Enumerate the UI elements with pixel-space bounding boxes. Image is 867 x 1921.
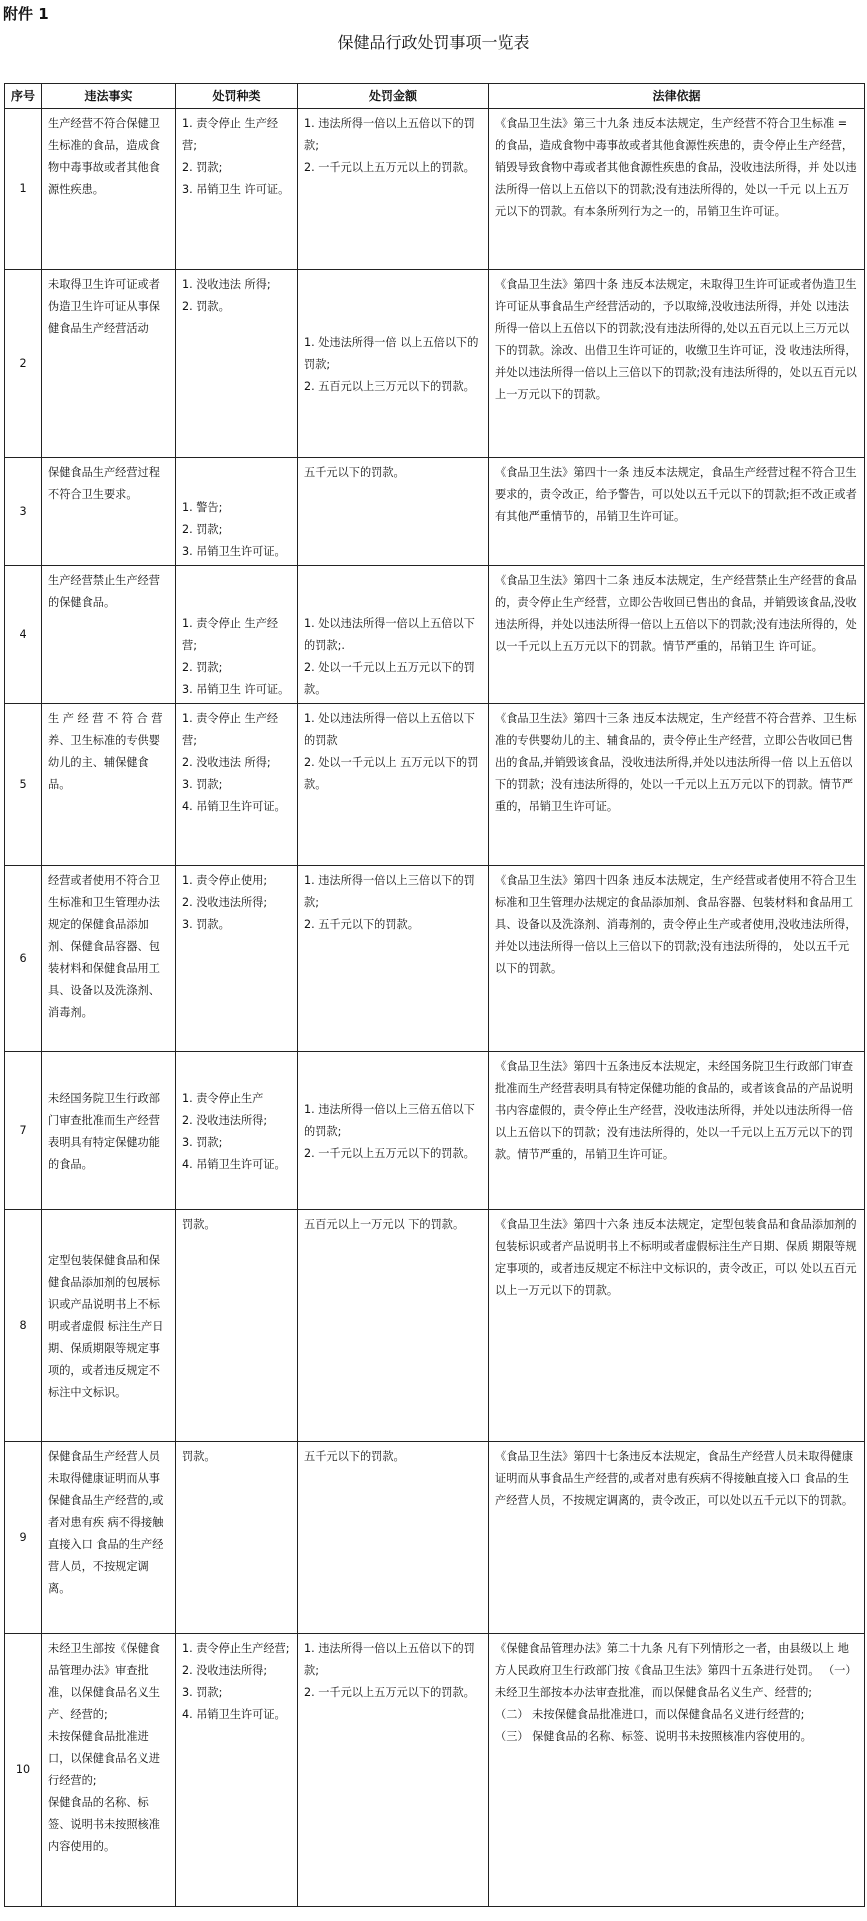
row-number: 1	[5, 109, 42, 270]
penalty-kind-item: 3. 罚款;	[182, 1686, 223, 1699]
penalty-kinds	[176, 1634, 298, 1907]
legal-basis: 《食品卫生法》第四十一条 违反本法规定，食品生产经营过程不符合卫生要求的，责令改正，给予警告，可以处以五千元以下的罚款;拒不改正或者有其他严重情节的，吊销卫生许可证。	[489, 458, 865, 566]
penalty-amount-item: 2. 处以一千元以上 五万元以下的罚款。	[304, 756, 479, 791]
violation-fact-item: 未经卫生部按《保健食品管理办法》审查批准，以保健食品名义生产、经营的;	[48, 1642, 160, 1721]
penalty-kind-item: 4. 吊销卫生许可证。	[182, 1157, 286, 1171]
legal-basis: 《食品卫生法》第四十五条违反本法规定，未经国务院卫生行政部门审查批准而生产经营表明具有特定保健功能的食品的，或者该食品的产品说明书内容虚假的，责令停止生产经营，没收违法所得，并处以违法所得一倍以上五倍以下的罚款；没有违法所得的，处以一千元以上五万元以下的罚款。情节严重的，吊销卫生许可证。	[489, 1052, 865, 1210]
legal-basis: 《食品卫生法》第四十四条 违反本法规定，生产经营或者使用不符合卫生标准和卫生管理办法规定的食品添加剂、食品容器、包装材料和食品用工具、设备以及洗涤剂、消毒剂的，责令停止生产或者使用,没收违法所得，并处以违法所得一倍以上三倍以下的罚款;没有违法所得的， 处以五千元以下的罚款。	[489, 866, 865, 1052]
violation-fact: 保健食品生产经营过程不符合卫生要求。	[42, 458, 176, 566]
penalty-kind-item: 2. 罚款;	[182, 161, 223, 174]
penalty-amount-item: 1. 违法所得一倍以上三倍五倍以下的罚款;	[304, 1102, 475, 1138]
header-kind: 处罚种类	[176, 84, 298, 109]
penalty-kinds	[176, 566, 298, 704]
table-row	[5, 1634, 865, 1907]
row-number: 8	[5, 1210, 42, 1442]
penalty-amount-item: 五千元以下的罚款。	[304, 466, 405, 479]
violation-fact	[42, 1634, 176, 1907]
penalty-amount-item: 2. 五千元以下的罚款。	[304, 918, 419, 931]
violation-fact: 未取得卫生许可证或者伪造卫生许可证从事保健食品生产经营活动	[42, 270, 176, 458]
table-header-row	[5, 84, 865, 109]
legal-basis: 《食品卫生法》第四十七条违反本法规定，食品生产经营人员未取得健康证明而从事食品生产经营的,或者对患有疾病不得接触直接入口 食品的生产经营人员，不按规定调离的，责令改正，可以处以五千元以下的罚款。	[489, 1442, 865, 1634]
penalty-kind-item: 2. 罚款。	[182, 300, 230, 313]
penalty-kinds	[176, 270, 298, 458]
penalty-table	[4, 83, 865, 1907]
penalty-amount-item: 2. 一千元以上五万元以下的罚款。	[304, 1146, 475, 1160]
table-row	[5, 270, 865, 458]
penalty-amounts	[298, 270, 489, 458]
penalty-kinds	[176, 866, 298, 1052]
violation-fact: 生 产 经 营 不 符 合 营养、卫生标准的专供婴幼儿的主、辅保健食品。	[42, 704, 176, 866]
penalty-kind-item: 2. 没收违法所得;	[182, 1113, 268, 1127]
legal-basis: 《食品卫生法》第四十三条 违反本法规定，生产经营不符合营养、卫生标准的专供婴幼儿的主、辅食品的，责令停止生产经营，立即公告收回已售出的食品,并销毁该食品，没收违法所得,并处以违法所得一倍 以上五倍以下的罚款；没有违法所得的，处以一千元以上五万元以下的罚款。情节严重的，吊销卫生许可证。	[489, 704, 865, 866]
table-row	[5, 109, 865, 270]
legal-basis-item: 《保健食品管理办法》第二十九条 凡有下列情形之一者，由县级以上 地方人民政府卫生行政部门按《食品卫生法》第四十五条进行处罚。 （一） 未经卫生部按本办法审查批准，而以保健食品名义生产、经营的;	[495, 1642, 857, 1699]
legal-basis: 《食品卫生法》第四十条 违反本法规定，未取得卫生许可证或者伪造卫生许可证从事食品生产经营活动的，予以取缔,没收违法所得，并处 以违法所得一倍以上五倍以下的罚款;没有违法所得的,处以五百元以上三万元以下的罚款。涂改、出借卫生许可证的，收缴卫生许可证，没 收违法所得，并处以违法所得一倍以上三倍以下的罚款;没有违法所得的，处以五百元以上一万元以下的罚款。	[489, 270, 865, 458]
violation-fact-item: 保健食品的名称、标签、说明书未按照核准内容使用的。	[48, 1796, 160, 1853]
penalty-amounts	[298, 1052, 489, 1210]
penalty-amount-item: 1. 处违法所得一倍 以上五倍以下的罚款;	[304, 335, 479, 371]
penalty-amount-item: 1. 违法所得一倍以上五倍以下的罚款;	[304, 1642, 475, 1677]
penalty-kind-item: 3. 罚款。	[182, 918, 230, 931]
penalty-kind-item: 1. 责令停止 生产经营;	[182, 617, 279, 652]
penalty-kind-item: 4. 吊销卫生许可证。	[182, 1708, 286, 1721]
row-number: 9	[5, 1442, 42, 1634]
legal-basis: 《食品卫生法》第四十六条 违反本法规定，定型包装食品和食品添加剂的包装标识或者产品说明书上不标明或者虚假标注生产日期、保质 期限等规定事项的，或者违反规定不标注中文标识的，责令改正，可以 处以五百元以上一万元以下的罚款。	[489, 1210, 865, 1442]
penalty-amount-item: 1. 处以违法所得一倍以上五倍以下的罚款;.	[304, 617, 475, 652]
violation-fact-item: 未按保健食品批准进口，以保健食品名义进行经营的;	[48, 1730, 160, 1787]
row-number: 6	[5, 866, 42, 1052]
row-number: 7	[5, 1052, 42, 1210]
penalty-kinds	[176, 1210, 298, 1442]
penalty-kind-item: 1. 没收违法 所得;	[182, 278, 271, 291]
page-title: 保健品行政处罚事项一览表	[337, 33, 530, 52]
penalty-kind-item: 1. 责令停止生产	[182, 1091, 264, 1105]
penalty-amounts	[298, 109, 489, 270]
penalty-amounts	[298, 1210, 489, 1442]
penalty-kind-item: 1. 责令停止 生产经营;	[182, 712, 279, 747]
penalty-amount-item: 2. 五百元以上三万元以下的罚款。	[304, 379, 475, 393]
penalty-amounts	[298, 1634, 489, 1907]
row-number: 10	[5, 1634, 42, 1907]
legal-basis: 《食品卫生法》第三十九条 违反本法规定，生产经营不符合卫生标准 =的食品，造成食物中毒事故或者其他食源性疾患的，责令停止生产经营，销毁导致食物中毒或者其他食源性疾患的食品，没收违法所得，并 处以违法所得一倍以上五倍以下的罚款;没有违法所得的，处以一千元 以上五万元以下的罚款。有本条所列行为之一的，吊销卫生许可证。	[489, 109, 865, 270]
violation-fact: 生产经营禁止生产经营的保健食品。	[42, 566, 176, 704]
penalty-kind-item: 3. 吊销卫生 许可证。	[182, 683, 290, 696]
violation-fact: 保健食品生产经营人员未取得健康证明而从事保健食品生产经营的,或者对患有疾 病不得接触直接入口 食品的生产经营人员，不按规定调离。	[42, 1442, 176, 1634]
penalty-amounts	[298, 704, 489, 866]
penalty-kind-item: 1. 责令停止使用;	[182, 874, 268, 887]
penalty-kinds	[176, 1442, 298, 1634]
violation-fact: 经营或者使用不符合卫生标准和卫生管理办法规定的保健食品添加剂、保健食品容器、包装材料和保健食品用工具、设备以及洗涤剂、消毒剂。	[42, 866, 176, 1052]
penalty-amounts	[298, 1442, 489, 1634]
legal-basis	[489, 1634, 865, 1907]
table-row	[5, 1210, 865, 1442]
penalty-kind-item: 2. 罚款;	[182, 661, 223, 674]
table-row	[5, 1442, 865, 1634]
table-row	[5, 704, 865, 866]
attachment-label: 附件 1	[3, 5, 49, 23]
header-fact: 违法事实	[42, 84, 176, 109]
penalty-kind-item: 罚款。	[182, 1450, 216, 1463]
penalty-kind-item: 3. 罚款;	[182, 1135, 223, 1149]
row-number: 4	[5, 566, 42, 704]
penalty-kind-item: 2. 没收违法所得;	[182, 896, 268, 909]
table-row	[5, 1052, 865, 1210]
penalty-kind-item: 2. 没收违法所得;	[182, 1664, 268, 1677]
header-amount: 处罚金额	[298, 84, 489, 109]
penalty-kind-item: 1. 责令停止生产经营;	[182, 1642, 290, 1655]
penalty-kinds	[176, 704, 298, 866]
header-basis: 法律依据	[489, 84, 865, 109]
penalty-amounts	[298, 866, 489, 1052]
penalty-amount-item: 1. 违法所得一倍以上五倍以下的罚款;	[304, 117, 475, 152]
penalty-amount-item: 五千元以下的罚款。	[304, 1450, 405, 1463]
table-row	[5, 566, 865, 704]
penalty-kind-item: 3. 吊销卫生许可证。	[182, 545, 286, 558]
violation-fact: 定型包装保健食品和保健食品添加剂的包展标识或产品说明书上不标明或者虚假 标注生产日期、保质期限等规定事项的，或者违反规定不标注中文标识。	[42, 1210, 176, 1442]
legal-basis: 《食品卫生法》第四十二条 违反本法规定，生产经营禁止生产经营的食品的，责令停止生产经营，立即公告收回已售出的食品，并销毁该食品,没收违法所得，并处以违法所得一倍以上五倍以下的罚款;没有违法所得的，处以一千元以上五万元以下的罚款。情节严重的，吊销卫生 许可证。	[489, 566, 865, 704]
penalty-amount-item: 1. 违法所得一倍以上三倍以下的罚款;	[304, 874, 475, 909]
penalty-kind-item: 2. 罚款;	[182, 523, 223, 536]
penalty-amount-item: 2. 一千元以上五万元以下的罚款。	[304, 1686, 475, 1699]
penalty-kinds	[176, 1052, 298, 1210]
penalty-amounts	[298, 458, 489, 566]
penalty-kind-item: 3. 罚款;	[182, 778, 223, 791]
penalty-amount-item: 2. 一千元以上五万元以上的罚款。	[304, 161, 475, 174]
violation-fact: 未经国务院卫生行政部门审查批准而生产经营表明具有特定保健功能的食品。	[42, 1052, 176, 1210]
penalty-amount-item: 2. 处以一千元以上五万元以下的罚款。	[304, 661, 475, 696]
penalty-amounts	[298, 566, 489, 704]
row-number: 5	[5, 704, 42, 866]
table-row	[5, 458, 865, 566]
row-number: 2	[5, 270, 42, 458]
row-number: 3	[5, 458, 42, 566]
penalty-kind-item: 1. 警告;	[182, 501, 223, 514]
penalty-kinds	[176, 458, 298, 566]
penalty-kind-item: 2. 没收违法 所得;	[182, 756, 271, 769]
penalty-kind-item: 1. 责令停止 生产经营;	[182, 117, 279, 152]
penalty-amount-item: 五百元以上一万元以 下的罚款。	[304, 1218, 465, 1231]
legal-basis-item: （二） 未按保健食品批准进口，而以保健食品名义进行经营的;	[495, 1708, 805, 1721]
header-no: 序号	[5, 84, 42, 109]
penalty-amount-item: 1. 处以违法所得一倍以上五倍以下的罚款	[304, 712, 475, 747]
penalty-kinds	[176, 109, 298, 270]
legal-basis-item: （三） 保健食品的名称、标签、说明书未按照核准内容使用的。	[495, 1730, 812, 1743]
penalty-kind-item: 4. 吊销卫生许可证。	[182, 800, 286, 813]
table-row	[5, 866, 865, 1052]
violation-fact: 生产经营不符合保健卫生标准的食品，造成食物中毒事故或者其他食源性疾患。	[42, 109, 176, 270]
penalty-kind-item: 罚款。	[182, 1218, 216, 1231]
penalty-kind-item: 3. 吊销卫生 许可证。	[182, 183, 290, 196]
